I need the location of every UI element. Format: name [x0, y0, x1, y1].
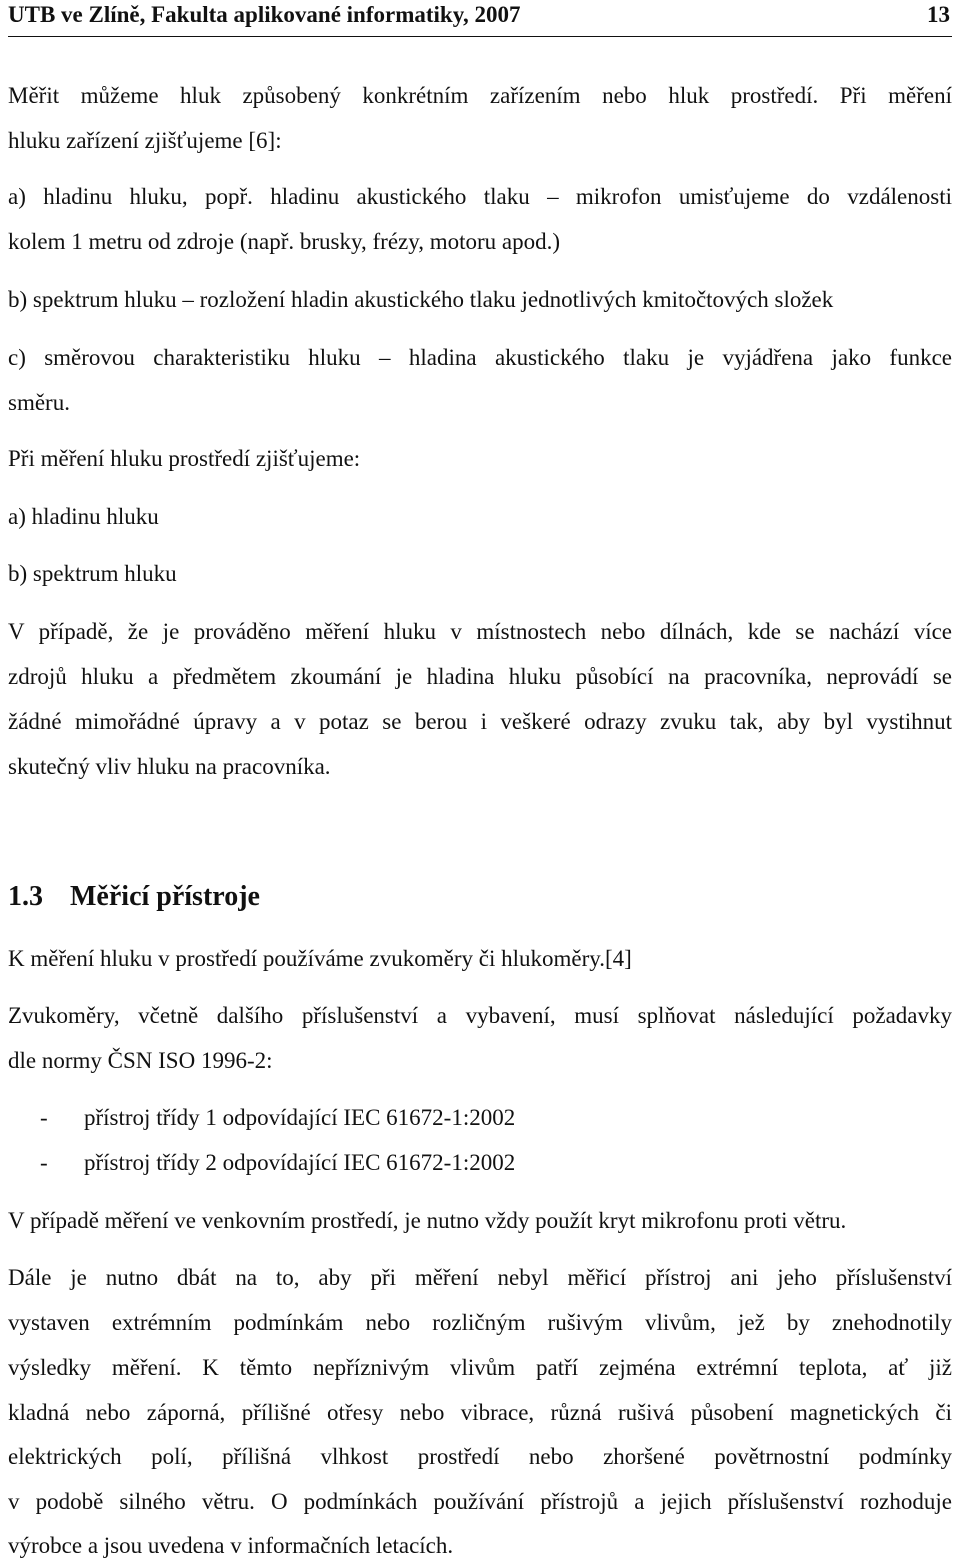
page-number: 13 — [927, 2, 950, 27]
paragraph-line: c) směrovou charakteristiku hluku – hladina akustického tlaku je vyjádřena jako funkce — [8, 345, 952, 370]
paragraph-line: kolem 1 metru od zdroje (např. brusky, frézy, motoru apod.) — [8, 229, 561, 254]
paragraph-line: směru. — [8, 390, 70, 415]
paragraph-line: K měření hluku v prostředí používáme zvukoměry či hlukoměry.[4] — [8, 946, 632, 971]
paragraph-line: V případě měření ve venkovním prostředí, je nutno vždy použít kryt mikrofonu proti větru. — [8, 1208, 847, 1233]
paragraph-line: žádné mimořádné úpravy a v potaz se berou i veškeré odrazy zvuku tak, aby byl vystihnut — [8, 709, 952, 734]
list-item — [40, 1104, 515, 1132]
paragraph-line: skutečný vliv hluku na pracovníka. — [8, 754, 331, 779]
section-number: 1.3 — [8, 881, 43, 912]
paragraph-line: zdrojů hluku a předmětem zkoumání je hladina hluku působící na pracovníka, neprovádí se — [8, 664, 952, 689]
bullet-dash: - — [40, 1150, 48, 1175]
paragraph-line: dle normy ČSN ISO 1996-2: — [8, 1048, 273, 1073]
paragraph-line: V případě, že je prováděno měření hluku v místnostech nebo dílnách, kde se nachází více — [8, 619, 952, 644]
paragraph-line: v podobě silného větru. O podmínkách používání přístrojů a jejich příslušenství rozhoduje — [8, 1489, 952, 1514]
header-title: UTB ve Zlíně, Fakulta aplikované informatiky, 2007 — [8, 2, 521, 27]
paragraph-line: výrobce a jsou uvedena v informačních letacích. — [8, 1533, 454, 1558]
paragraph-line: Při měření hluku prostředí zjišťujeme: — [8, 446, 361, 471]
paragraph-line: a) hladinu hluku, popř. hladinu akustického tlaku – mikrofon umisťujeme do vzdálenosti — [8, 184, 952, 209]
paragraph-line: Zvukoměry, včetně dalšího příslušenství a vybavení, musí splňovat následující požadavky — [8, 1003, 952, 1028]
paragraph-line: vystaven extrémním podmínkám nebo rozličným rušivým vlivům, jež by znehodnotily — [8, 1310, 952, 1335]
bullet-dash: - — [40, 1105, 48, 1130]
section-heading — [8, 880, 260, 914]
paragraph-line: kladná nebo záporná, přílišné otřesy nebo vibrace, různá rušivá působení magnetických či — [8, 1400, 952, 1425]
paragraph-line: elektrických polí, přílišná vlhkost prostředí nebo zhoršené povětrnostní podmínky — [8, 1444, 952, 1469]
list-item — [40, 1149, 515, 1177]
list-item-text: přístroj třídy 2 odpovídající IEC 61672-1:2002 — [84, 1150, 516, 1175]
list-item-text: přístroj třídy 1 odpovídající IEC 61672-1:2002 — [84, 1105, 516, 1130]
paragraph-line: hluku zařízení zjišťujeme [6]: — [8, 128, 282, 153]
paragraph-line: Měřit můžeme hluk způsobený konkrétním zařízením nebo hluk prostředí. Při měření — [8, 83, 952, 108]
paragraph-line: b) spektrum hluku – rozložení hladin akustického tlaku jednotlivých kmitočtových složek — [8, 287, 834, 312]
paragraph-line: výsledky měření. K těmto nepříznivým vlivům patří zejména extrémní teplota, ať již — [8, 1355, 952, 1380]
paragraph-line: a) hladinu hluku — [8, 504, 159, 529]
paragraph-line: Dále je nutno dbát na to, aby při měření nebyl měřicí přístroj ani jeho příslušenství — [8, 1265, 952, 1290]
paragraph-line: b) spektrum hluku — [8, 561, 177, 586]
section-title: Měřicí přístroje — [70, 881, 260, 912]
page-header — [8, 0, 952, 37]
